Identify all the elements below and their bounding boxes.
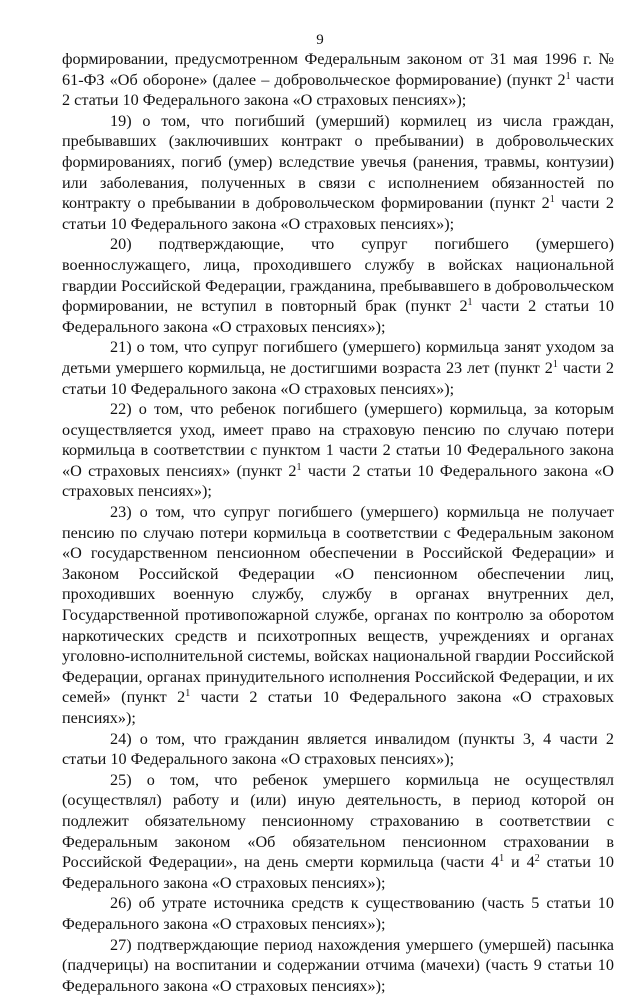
paragraph-text: части 2 статьи 10 Федерального закона «О страховых пенсиях»); xyxy=(62,70,614,110)
paragraph-text: 19) о том, что погибший (умерший) кормилец из числа граждан, пребывавших (заключивших контракт о пребывании) в добровольческих формированиях, погиб (умер) вследствие увечья (ранения, травмы, контузии) или заболевания, полученных в связи с исполнением обязанностей по контракту о пребывании в добровольческом формировании (пункт 2 xyxy=(62,111,614,213)
paragraph-p21 xyxy=(62,337,614,399)
superscript: 1 xyxy=(296,461,302,473)
paragraph-text: 21) о том, что супруг погибшего (умершего) кормильца занят уходом за детьми умершего кормильца, не достигшими возраста 23 лет (пункт 2 xyxy=(62,338,614,377)
paragraph-p22 xyxy=(62,399,614,502)
document-body xyxy=(62,49,614,996)
paragraph-p24 xyxy=(62,729,614,770)
paragraph-p25 xyxy=(62,770,614,894)
paragraph-text: 27) подтверждающие период нахождения умершего (умершей) пасынка (падчерицы) на воспитании и содержании отчима (мачехи) (часть 9 статьи 10 Федерального закона «О страховых пенсиях»); xyxy=(62,935,614,995)
paragraph-text: статьи 10 Федерального закона «О страховых пенсиях»); xyxy=(62,853,615,892)
paragraph-text: части 2 статьи 10 Федерального закона «О страховых пенсиях»); xyxy=(62,358,614,398)
paragraph-text: 23) о том, что супруг погибшего (умершего) кормильца не получает пенсию по случаю потери кормильца в соответствии с Федеральным законом «О государственном пенсионном обеспечении в Российской Федерации» и Законом Российской Федерации «О пенсионном обеспечении лиц, проходивших военную службу, службу в органах внутренних дел, Государственной противопожарной службе, органах по контролю за оборотом наркотических средств и психотропных веществ, учреждениях и органах уголовно-исполнительной системы, войсках национальной гвардии Российской Федерации, органах принудительного исполнения Российской Федерации, и их семей» (пункт 2 xyxy=(62,503,614,707)
paragraph-text: части 2 статьи 10 Федерального закона «О страховых пенсиях»); xyxy=(62,461,614,501)
paragraph-text: 25) о том, что ребенок умершего кормильца не осуществлял (осуществлял) работу и (или) иную деятельность, в период которой он подлежит обязательному пенсионному страхованию в соответствии с Федеральным законом «Об обязательном пенсионном страховании в Российской Федерации», на день смерти кормильца (части 4 xyxy=(62,770,614,872)
paragraph-text: части 2 статьи 10 Федерального закона «О страховых пенсиях»); xyxy=(62,297,615,336)
paragraph-text: формировании, предусмотренном Федеральным законом от 31 мая 1996 г. № 61-ФЗ «Об обороне» (далее – добровольческое формирование) (пункт 2 xyxy=(62,50,614,89)
superscript: 2 xyxy=(534,853,540,865)
paragraph-text: 20) подтверждающие, что супруг погибшего (умершего) военнослужащего, лица, проходившего службу в войсках национальной гвардии Российской Федерации, гражданина, пребывавшего в добровольческом формировании, не вступил в повторный брак (пункт 2 xyxy=(62,235,614,316)
paragraph-p26 xyxy=(62,893,614,934)
superscript: 1 xyxy=(499,853,505,865)
paragraph-text: части 2 статьи 10 Федерального закона «О страховых пенсиях»); xyxy=(62,194,615,233)
superscript: 1 xyxy=(549,194,555,206)
paragraph-text: 24) о том, что гражданин является инвалидом (пункты 3, 4 части 2 статьи 10 Федерального закона «О страховых пенсиях»); xyxy=(62,729,614,769)
superscript: 1 xyxy=(185,688,191,700)
paragraph-text: 22) о том, что ребенок погибшего (умершего) кормильца, за которым осуществляется уход, имеет право на страховую пенсию по случаю потери кормильца в соответствии с пунктом 1 части 2 статьи 10 Федерального закона «О страховых пенсиях» (пункт 2 xyxy=(62,400,614,480)
page-number: 9 xyxy=(316,32,324,48)
paragraph-p18-end xyxy=(62,49,614,111)
superscript: 1 xyxy=(467,297,473,309)
superscript: 1 xyxy=(552,358,558,370)
superscript: 1 xyxy=(565,70,571,82)
paragraph-p19 xyxy=(62,111,614,235)
paragraph-text: 26) об утрате источника средств к существованию (часть 5 статьи 10 Федерального закона «О страховых пенсиях»); xyxy=(62,894,614,933)
paragraph-text: и 4 xyxy=(504,853,535,872)
paragraph-p20 xyxy=(62,234,614,337)
paragraph-text: части 2 статьи 10 Федерального закона «О страховых пенсиях»); xyxy=(62,688,614,727)
paragraph-p23 xyxy=(62,502,614,729)
paragraph-p27 xyxy=(62,935,614,996)
